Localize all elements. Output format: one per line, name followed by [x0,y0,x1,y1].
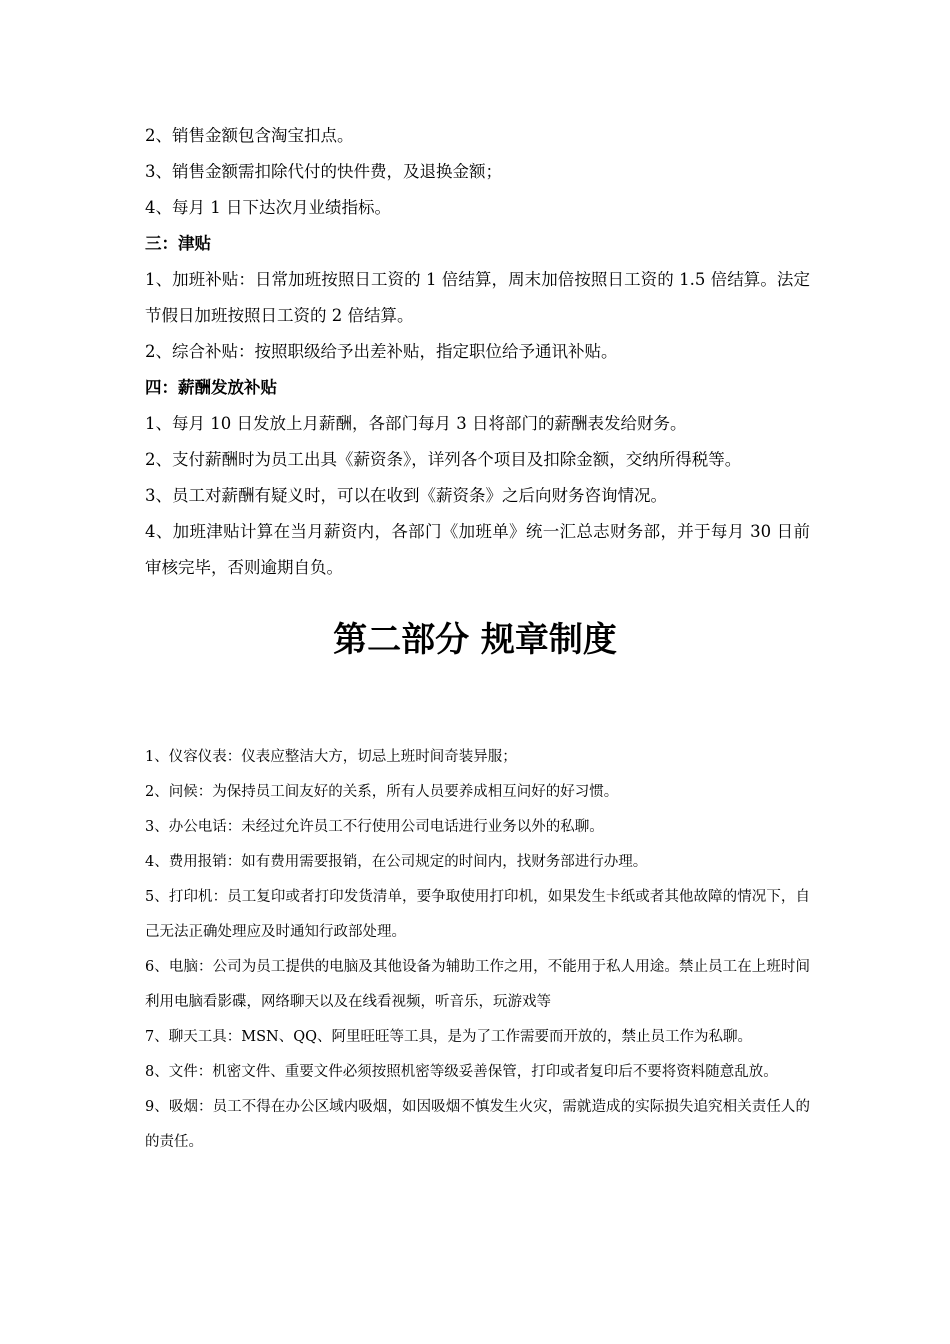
rule-item: 8、文件：机密文件、重要文件必须按照机密等级妥善保管，打印或者复印后不要将资料随意乱放。 [145,1064,778,1080]
rule-item: 1、仪容仪表：仪表应整洁大方，切忌上班时间奇装异服； [145,749,517,765]
rule-item: 5、打印机：员工复印或者打印发货清单，要争取使用打印机，如果发生卡纸或者其他故障的情况下，自己无法正确处理应及时通知行政部处理。 [145,889,810,940]
paragraph: 2、销售金额包含淘宝扣点。 [145,126,354,145]
salary-heading: 四：薪酬发放补贴 [145,378,277,397]
salary-item: 3、员工对薪酬有疑义时，可以在收到《薪资条》之后向财务咨询情况。 [145,486,667,505]
rule-item: 9、吸烟：员工不得在办公区域内吸烟，如因吸烟不慎发生火灾，需就造成的实际损失追究相关责任人的的责任。 [145,1099,810,1150]
salary-item: 4、加班津贴计算在当月薪资内，各部门《加班单》统一汇总志财务部，并于每月 30 日前审核完毕，否则逾期自负。 [145,522,810,577]
salary-item: 1、每月 10 日发放上月薪酬，各部门每月 3 日将部门的薪酬表发给财务。 [145,414,687,433]
salary-item: 2、支付薪酬时为员工出具《薪资条》，详列各个项目及扣除金额，交纳所得税等。 [145,450,742,469]
rule-item: 7、聊天工具：MSN、QQ、阿里旺旺等工具，是为了工作需要而开放的，禁止员工作为私聊。 [145,1029,752,1045]
allowance-item: 1、加班补贴：日常加班按照日工资的 1 倍结算，周末加倍按照日工资的 1.5 倍结算。法定节假日加班按照日工资的 2 倍结算。 [145,270,810,325]
paragraph: 3、销售金额需扣除代付的快件费，及退换金额； [145,162,502,181]
part-two-title: 第二部分 规章制度 [333,620,617,660]
rule-item: 2、问候：为保持员工间友好的关系，所有人员要养成相互问好的好习惯。 [145,784,619,800]
rules-list [145,740,810,1160]
paragraph: 4、每月 1 日下达次月业绩指标。 [145,198,391,217]
section-one [145,118,810,586]
rule-item: 4、费用报销：如有费用需要报销，在公司规定的时间内，找财务部进行办理。 [145,854,648,870]
allowance-heading: 三：津贴 [145,234,211,253]
rule-item: 6、电脑：公司为员工提供的电脑及其他设备为辅助工作之用，不能用于私人用途。禁止员工在上班时间利用电脑看影碟，网络聊天以及在线看视频，听音乐，玩游戏等 [145,959,810,1010]
rule-item: 3、办公电话：未经过允许员工不行使用公司电话进行业务以外的私聊。 [145,819,604,835]
allowance-item: 2、综合补贴：按照职级给予出差补贴，指定职位给予通讯补贴。 [145,342,618,361]
